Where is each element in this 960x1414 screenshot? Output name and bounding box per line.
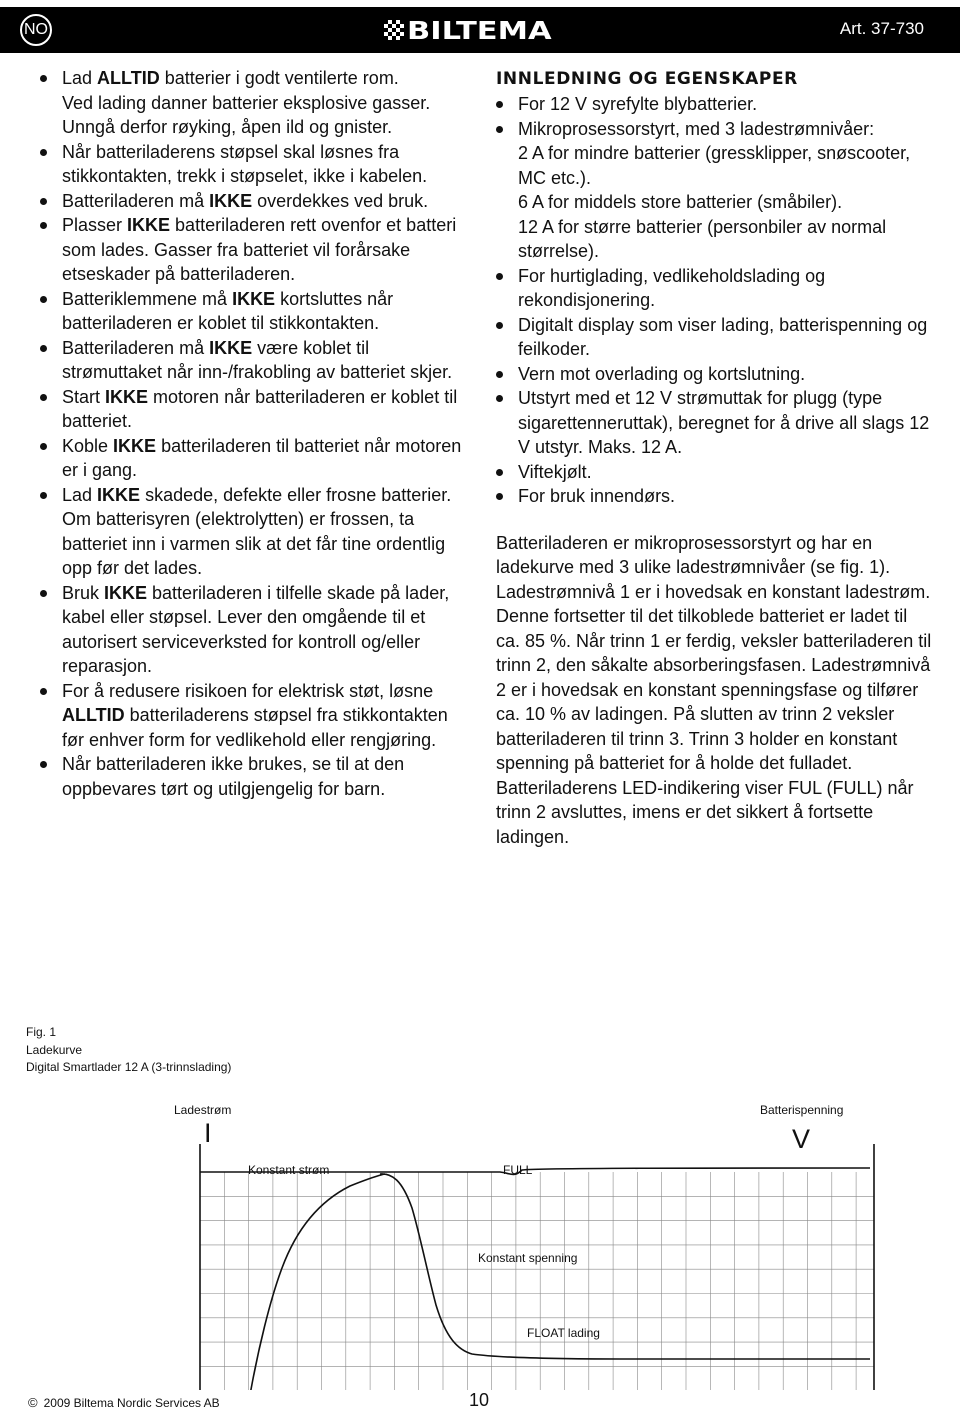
safety-column <box>40 66 470 801</box>
emphasis-text: IKKE <box>113 435 157 456</box>
page-number: 10 <box>469 1390 490 1410</box>
feature-item <box>496 460 936 485</box>
constant-current-label: Konstant strøm <box>248 1163 330 1177</box>
feature-text: For bruk innendørs. <box>518 486 676 506</box>
feature-list <box>496 92 936 509</box>
safety-item <box>40 679 470 753</box>
emphasis-text: IKKE <box>127 215 171 235</box>
item-text: Ved lading danner batterier eksplosive gasser. Unngå derfor røyking, åpen ild og gnister. <box>62 92 431 137</box>
item-text: Lad <box>62 68 98 88</box>
figure-title: Ladekurve <box>26 1042 83 1057</box>
emphasis-text: IKKE <box>97 484 141 505</box>
item-text: kortsluttes når batteriladeren er koblet til stikkontakten. <box>62 288 394 333</box>
intro-paragraph-2: Ladestrømnivå 1 er i hovedsak en konstant ladestrøm. Denne fortsetter til det tilkoblede batteriet er ladet til ca. 85 %. Når trinn 1 er ferdig, veksler batteriladeren til trinn 2, den såkalte absorberingsfasen. Ladestrømnivå 2 er i hovedsak en konstant spenningsfase og tilfører ca. 10 % av ladingen. På slutten av trinn 2 veksler batteriladeren til trinn 3. Trinn 3 holder en konstant spenning på batteriet for å holde det fulladet. Batteriladerens LED-indikering viser FUL (FULL) når trinn 2 avsluttes, imens er det sikkert å fortsette ladingen. <box>496 581 932 847</box>
copyright-text: 2009 Biltema Nordic Services AB <box>43 1395 220 1410</box>
feature-text: Mikroprosessorstyrt, med 3 ladestrømnivåer: <box>518 118 875 139</box>
emphasis-text: IKKE <box>209 337 253 358</box>
right-axis-symbol: V <box>792 1124 811 1154</box>
feature-item <box>496 117 936 264</box>
safety-item <box>40 213 470 287</box>
feature-item <box>496 362 936 387</box>
item-text: Når batteriladerens støpsel skal løsnes fra stikkontakten, trekk i støpselet, ikke i kabelen. <box>62 141 428 186</box>
item-text: Batteriladeren må <box>62 190 210 211</box>
safety-item <box>40 434 470 483</box>
figure-number: Fig. 1 <box>26 1025 57 1039</box>
feature-text: Viftekjølt. <box>518 461 592 482</box>
item-text: Koble <box>62 435 114 456</box>
feature-item <box>496 386 936 460</box>
safety-item <box>40 140 470 189</box>
feature-item <box>496 484 936 509</box>
item-text: Lad <box>62 484 98 505</box>
safety-item <box>40 336 470 385</box>
item-text: batteriladeren i tilfelle skade på lader, kabel eller støpsel. Lever den omgående til et autorisert serviceverksted for kontroll og/eller reparasjon. <box>62 582 450 676</box>
voltage-curve <box>250 1174 870 1390</box>
item-text: batteriladerens støpsel fra stikkontakten før enhver form for vedlikehold eller rengjøring. <box>62 705 448 750</box>
safety-item <box>40 385 470 434</box>
intro-column <box>496 66 936 849</box>
emphasis-text: IKKE <box>104 582 148 603</box>
feature-text: For hurtiglading, vedlikeholdslading og rekondisjonering. <box>518 265 826 310</box>
emphasis-text: ALLTID <box>97 68 160 88</box>
full-label: FULL <box>503 1163 533 1177</box>
page-header <box>0 0 960 62</box>
item-text: motoren når batteriladeren er koblet til batteriet. <box>62 386 458 431</box>
feature-text: Utstyrt med et 12 V strømuttak for plugg (type sigarettenneruttak), beregnet for å drive all slags 12 V utstyr. Maks. 12 A. <box>518 388 930 457</box>
intro-paragraph-1: Batteriladeren er mikroprosessorstyrt og har en ladekurve med 3 ulike ladestrømnivåer (se fig. 1). <box>496 532 891 577</box>
item-text: Når batteriladeren ikke brukes, se til at den oppbevares tørt og utilgjengelig for barn. <box>62 754 405 799</box>
feature-text: For 12 V syrefylte blybatterier. <box>518 94 758 114</box>
item-text: batterier i godt ventilerte rom. <box>159 68 399 88</box>
safety-item <box>40 287 470 336</box>
item-text: Batteriladeren må <box>62 337 210 358</box>
language-badge: NO <box>20 14 52 46</box>
biltema-logo <box>384 15 552 45</box>
feature-item <box>496 264 936 313</box>
feature-subitem: 2 A for mindre batterier (gressklipper, snøscooter, MC etc.). <box>518 143 911 188</box>
emphasis-text: IKKE <box>232 288 276 309</box>
item-text: For å redusere risikoen for elektrisk støt, løsne <box>62 680 434 701</box>
safety-item <box>40 189 470 214</box>
checkered-flag-icon <box>384 20 404 40</box>
item-text: skadede, defekte eller frosne batterier. Om batterisyren (elektrolytten) er frossen, ta batteriet inn i varmen slik at det får tine ordentlig opp før det lades. <box>62 484 452 578</box>
emphasis-text: IKKE <box>209 190 253 211</box>
feature-text: Vern mot overlading og kortslutning. <box>518 363 806 384</box>
safety-list <box>40 66 470 801</box>
constant-voltage-label: Konstant spenning <box>478 1251 578 1265</box>
safety-item <box>40 581 470 679</box>
item-text: Bruk <box>62 582 105 603</box>
item-text: Plasser <box>62 215 128 235</box>
chart-grid <box>200 1144 874 1390</box>
item-text: være koblet til strømuttaket når inn-/frakobling av batteriet skjer. <box>62 337 453 382</box>
feature-text: Digitalt display som viser lading, batterispenning og feilkoder. <box>518 314 928 359</box>
feature-item <box>496 92 936 117</box>
article-number: Art. 37-730 <box>839 19 924 38</box>
left-axis-symbol: I <box>204 1118 212 1148</box>
emphasis-text: ALLTID <box>62 705 125 725</box>
feature-subitem: 12 A for større batterier (personbiler av normal størrelse). <box>518 216 887 261</box>
float-label: FLOAT lading <box>527 1326 600 1340</box>
copyright <box>28 1395 220 1410</box>
feature-item <box>496 313 936 362</box>
safety-item <box>40 752 470 801</box>
item-text: Start <box>62 386 106 407</box>
item-text: batteriladeren til batteriet når motoren er i gang. <box>62 435 462 480</box>
figure-subtitle: Digital Smartlader 12 A (3-trinnslading) <box>26 1060 232 1074</box>
copyright-icon: © <box>28 1395 38 1410</box>
left-axis-label: Ladestrøm <box>174 1103 232 1117</box>
emphasis-text: IKKE <box>105 386 149 407</box>
item-text: batteriladeren rett ovenfor et batteri som lades. Gasser fra batteriet vil forårsake etseskader på batteriladeren. <box>62 215 457 284</box>
safety-item <box>40 483 470 581</box>
right-axis-label: Batterispenning <box>760 1103 844 1117</box>
charge-curve-figure <box>0 1020 960 1390</box>
section-heading: INNLEDNING OG EGENSKAPER <box>496 69 798 89</box>
item-text: Batteriklemmene må <box>62 288 233 309</box>
brand-name: BILTEMA <box>407 15 552 45</box>
charge-curve-diagram <box>0 1020 960 1390</box>
item-text: overdekkes ved bruk. <box>252 190 429 211</box>
page-footer <box>0 1388 960 1414</box>
feature-subitem: 6 A for middels store batterier (småbiler). <box>518 192 843 212</box>
safety-item <box>40 66 470 140</box>
